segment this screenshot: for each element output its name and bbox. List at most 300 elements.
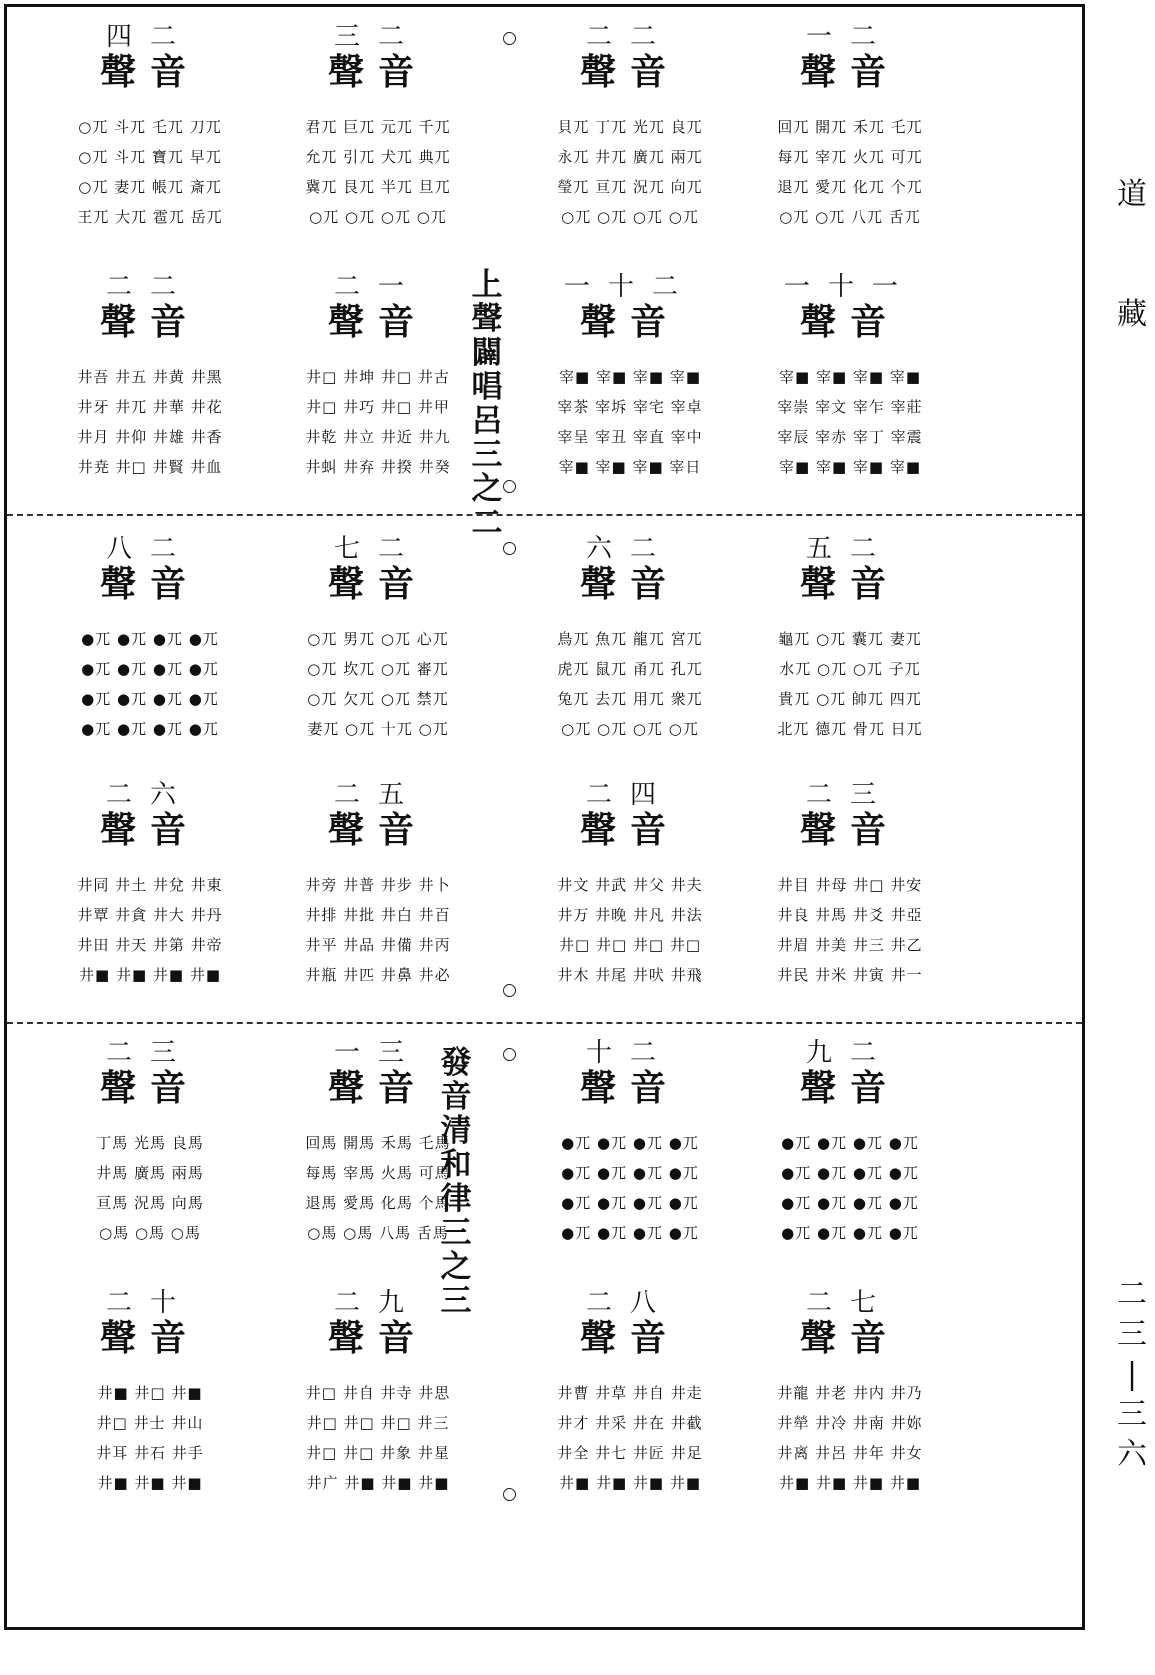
block-rows: [510, 870, 750, 990]
vertical-title-char: 呂: [471, 403, 503, 439]
block-number: 一: [783, 272, 828, 302]
vertical-title-char: 三: [440, 1215, 472, 1251]
block-title-char: 音: [378, 51, 429, 93]
block-rows: [510, 624, 750, 744]
block-number: 十: [150, 1288, 195, 1318]
sound-table-block: [730, 1288, 970, 1498]
table-row: 回兀 開兀 禾兀 乇兀: [777, 118, 923, 136]
block-title-char: 音: [850, 301, 901, 343]
block-title-char: 音: [378, 1317, 429, 1359]
block-title-char: 音: [150, 809, 201, 851]
table-row: ○兀 ○兀 ○兀 ○兀: [309, 208, 447, 226]
block-rows: [30, 1378, 270, 1498]
sound-table-block: [730, 1038, 970, 1248]
block-title: [75, 1316, 225, 1360]
block-number: 二: [630, 22, 675, 52]
block-header: [555, 534, 705, 610]
table-row: ○兀 ○兀 ○兀 ○兀: [561, 208, 699, 226]
table-row: 井■ 井■ 井■ 井■: [79, 966, 221, 984]
block-title-char: 聲: [799, 563, 850, 605]
sound-table-block: [30, 780, 270, 990]
vertical-title-char: 唱: [471, 369, 503, 405]
table-row: 退馬 愛馬 化馬 个馬: [305, 1194, 451, 1212]
block-number: 八: [105, 534, 150, 564]
block-title-char: 聲: [99, 51, 150, 93]
block-header: [775, 1288, 925, 1364]
block-header: [555, 780, 705, 856]
block-numbers: [775, 780, 925, 810]
block-number: 十二: [608, 272, 697, 302]
table-row: 永兀 井兀 廣兀 兩兀: [557, 148, 703, 166]
table-row: ○兀 斗兀 乇兀 刀兀: [78, 118, 222, 136]
block-numbers: [75, 1038, 225, 1068]
block-number: 三: [378, 1038, 423, 1068]
block-number: 二: [105, 1288, 150, 1318]
table-row: 井民 井米 井寅 井一: [777, 966, 923, 984]
vertical-title-char: 二: [471, 505, 503, 541]
table-row: ●兀 ●兀 ●兀 ●兀: [561, 1134, 699, 1152]
block-number: 一: [805, 22, 850, 52]
table-row: 井■ 井■ 井■ 井■: [559, 1474, 701, 1492]
block-header: [75, 22, 225, 98]
table-row: ○兀 男兀 ○兀 心兀: [307, 630, 449, 648]
block-title: [775, 1066, 925, 1110]
table-row: ○兀 坎兀 ○兀 審兀: [307, 660, 449, 678]
section-divider: [7, 1022, 1082, 1024]
block-title-char: 聲: [579, 1317, 630, 1359]
block-rows: [730, 362, 970, 482]
table-row: ●兀 ●兀 ●兀 ●兀: [561, 1164, 699, 1182]
block-title: [555, 808, 705, 852]
table-row: 回馬 開馬 禾馬 乇馬: [305, 1134, 451, 1152]
block-title-char: 音: [150, 563, 201, 605]
block-title-char: 音: [850, 563, 901, 605]
block-title-char: 聲: [327, 51, 378, 93]
block-title-char: 聲: [579, 51, 630, 93]
sound-table-block: [30, 1038, 270, 1248]
block-header: [775, 534, 925, 610]
block-number: 五: [378, 780, 423, 810]
block-title-char: 音: [378, 1067, 429, 1109]
block-title: [775, 562, 925, 606]
table-row: 井万 井晚 井凡 井法: [557, 906, 703, 924]
block-numbers: [555, 780, 705, 810]
block-header: [303, 534, 453, 610]
block-title: [775, 300, 925, 344]
table-row: ●兀 ●兀 ●兀 ●兀: [81, 720, 219, 738]
block-header: [303, 1288, 453, 1364]
block-title-char: 音: [630, 301, 681, 343]
block-numbers: [303, 534, 453, 564]
block-rows: [730, 112, 970, 232]
block-title-char: 音: [150, 1067, 201, 1109]
block-number: 二: [630, 534, 675, 564]
table-row: 王兀 大兀 雹兀 岳兀: [77, 208, 223, 226]
block-title: [303, 1066, 453, 1110]
table-row: 宰辰 宰赤 宰丁 宰震: [777, 428, 923, 446]
block-numbers: [75, 780, 225, 810]
block-title: [775, 50, 925, 94]
block-title: [303, 50, 453, 94]
block-title: [75, 562, 225, 606]
table-row: 井木 井尾 井吠 井飛: [557, 966, 703, 984]
vertical-title-char: 上: [471, 267, 503, 303]
block-rows: [30, 1128, 270, 1248]
block-title-char: 音: [150, 51, 201, 93]
block-header: [75, 780, 225, 856]
block-number: 二: [105, 1038, 150, 1068]
block-numbers: [303, 272, 453, 302]
block-number: 三: [150, 1038, 195, 1068]
block-numbers: [775, 1288, 925, 1318]
table-row: ○馬 ○馬 ○馬: [99, 1224, 201, 1242]
margin-char: 六: [1117, 1437, 1147, 1472]
block-number: 一: [333, 1038, 378, 1068]
table-row: 井■ 井■ 井■ 井■: [779, 1474, 921, 1492]
block-number: 二: [585, 1288, 630, 1318]
table-row: 宰■ 宰■ 宰■ 宰■: [779, 458, 921, 476]
block-header: [75, 1288, 225, 1364]
margin-char: 三: [1117, 1397, 1147, 1432]
block-title-char: 聲: [99, 563, 150, 605]
section-divider: [7, 514, 1082, 516]
block-header: [303, 1038, 453, 1114]
block-header: [555, 1038, 705, 1114]
block-numbers: [75, 534, 225, 564]
block-title-char: 聲: [799, 301, 850, 343]
block-title-char: 音: [378, 809, 429, 851]
table-row: 井目 井母 井□ 井安: [777, 876, 923, 894]
table-row: 井虯 井弃 井揆 井癸: [305, 458, 451, 476]
table-row: 井田 井天 井第 井帝: [77, 936, 223, 954]
sound-table-block: [258, 534, 498, 744]
block-numbers: [303, 1288, 453, 1318]
table-row: 井才 井采 井在 井截: [557, 1414, 703, 1432]
vertical-title-char: 律: [440, 1181, 472, 1217]
block-number: 二: [850, 22, 895, 52]
table-row: 水兀 ○兀 ○兀 子兀: [779, 660, 921, 678]
table-row: ●兀 ●兀 ●兀 ●兀: [781, 1194, 919, 1212]
table-row: 亘馬 況馬 向馬: [96, 1194, 204, 1212]
block-title-char: 聲: [799, 1067, 850, 1109]
block-number: 二: [850, 534, 895, 564]
table-row: 井乾 井立 井近 井九: [305, 428, 451, 446]
block-numbers: [775, 272, 925, 302]
block-title: [555, 562, 705, 606]
table-row: 井全 井七 井匠 井足: [557, 1444, 703, 1462]
vertical-title-char: 音: [440, 1079, 472, 1115]
table-row: 井平 井品 井備 井丙: [305, 936, 451, 954]
vertical-title-char: 三: [471, 437, 503, 473]
block-rows: [30, 362, 270, 482]
sound-table-block: [258, 1288, 498, 1498]
block-title-char: 聲: [99, 1317, 150, 1359]
block-numbers: [555, 272, 705, 302]
block-number: 二: [150, 272, 195, 302]
block-title-char: 音: [630, 51, 681, 93]
table-row: 宰■ 宰■ 宰■ 宰■: [559, 368, 701, 386]
margin-page-number: [1112, 1275, 1152, 1475]
block-title: [555, 300, 705, 344]
block-rows: [510, 1378, 750, 1498]
table-row: 每馬 宰馬 火馬 可馬: [305, 1164, 451, 1182]
block-number: 九: [378, 1288, 423, 1318]
table-row: ○兀 欠兀 ○兀 禁兀: [307, 690, 449, 708]
block-title-char: 聲: [327, 1317, 378, 1359]
block-rows: [258, 1378, 498, 1498]
table-row: ○馬 ○馬 八馬 舌馬: [307, 1224, 449, 1242]
block-title: [555, 1066, 705, 1110]
block-number: 二: [378, 22, 423, 52]
table-row: ○兀 妻兀 帳兀 斎兀: [78, 178, 222, 196]
block-header: [775, 780, 925, 856]
table-row: 鳥兀 魚兀 龍兀 宮兀: [557, 630, 703, 648]
sound-table-block: [510, 272, 750, 482]
table-row: 井瓶 井匹 井鼻 井必: [305, 966, 451, 984]
sound-table-block: [730, 22, 970, 232]
table-row: ●兀 ●兀 ●兀 ●兀: [781, 1134, 919, 1152]
block-title-char: 聲: [99, 809, 150, 851]
table-row: 井排 井批 井白 井百: [305, 906, 451, 924]
table-row: 冀兀 艮兀 半兀 旦兀: [305, 178, 451, 196]
margin-book-title: [1112, 135, 1152, 375]
table-row: 每兀 宰兀 火兀 可兀: [777, 148, 923, 166]
block-number: 十一: [828, 272, 917, 302]
table-row: ●兀 ●兀 ●兀 ●兀: [81, 690, 219, 708]
table-row: 北兀 德兀 骨兀 日兀: [777, 720, 923, 738]
block-title-char: 聲: [579, 563, 630, 605]
block-number: 二: [630, 1038, 675, 1068]
sound-table-block: [258, 1038, 498, 1251]
table-row: 井□ 井坤 井□ 井古: [306, 368, 450, 386]
block-title-char: 聲: [579, 809, 630, 851]
table-row: 瑩兀 亘兀 況兀 向兀: [557, 178, 703, 196]
block-header: [775, 272, 925, 348]
sound-table-block: [510, 22, 750, 232]
vertical-title-char: 闢: [471, 335, 503, 371]
block-numbers: [555, 1288, 705, 1318]
block-number: 六: [150, 780, 195, 810]
table-row: 龜兀 ○兀 囊兀 妻兀: [778, 630, 922, 648]
table-row: 井眉 井美 井三 井乙: [777, 936, 923, 954]
sound-table-block: [730, 780, 970, 990]
table-row: ●兀 ●兀 ●兀 ●兀: [561, 1194, 699, 1212]
margin-char: |: [1126, 1357, 1138, 1392]
table-row: 井□ 井□ 井□ 井□: [559, 936, 701, 954]
block-title: [775, 1316, 925, 1360]
block-title-char: 音: [630, 1317, 681, 1359]
table-row: 宰崇 宰文 宰乍 宰莊: [777, 398, 923, 416]
block-rows: [730, 624, 970, 744]
table-row: 貝兀 丁兀 光兀 良兀: [557, 118, 703, 136]
sound-table-block: [258, 780, 498, 990]
block-number: 七: [333, 534, 378, 564]
table-row: 井■ 井■ 井■: [97, 1474, 203, 1492]
margin-char: 三: [1117, 1317, 1147, 1352]
block-numbers: [775, 22, 925, 52]
block-header: [303, 272, 453, 348]
block-number: 四: [630, 780, 675, 810]
block-title: [555, 1316, 705, 1360]
block-title: [303, 562, 453, 606]
block-header: [555, 272, 705, 348]
block-title-char: 聲: [327, 301, 378, 343]
table-row: 丁馬 光馬 良馬: [96, 1134, 204, 1152]
block-number: 二: [585, 22, 630, 52]
block-title-char: 音: [850, 51, 901, 93]
block-header: [75, 534, 225, 610]
vertical-title-char: 三: [440, 1283, 472, 1319]
margin-char: 藏: [1117, 297, 1147, 332]
table-row: 井□ 井巧 井□ 井甲: [306, 398, 450, 416]
table-row: 井耳 井石 井手: [96, 1444, 204, 1462]
table-row: ●兀 ●兀 ●兀 ●兀: [81, 660, 219, 678]
table-row: 井尭 井□ 井賢 井血: [77, 458, 223, 476]
block-title-char: 聲: [327, 563, 378, 605]
table-row: 宰■ 宰■ 宰■ 宰■: [779, 368, 921, 386]
table-row: ○兀 ○兀 八兀 舌兀: [779, 208, 921, 226]
block-title: [75, 300, 225, 344]
sound-table-block: [30, 272, 270, 482]
table-row: 井□ 井自 井寺 井思: [305, 1384, 451, 1402]
block-rows: [258, 362, 498, 482]
block-title-char: 音: [150, 1317, 201, 1359]
block-title-char: 聲: [799, 1317, 850, 1359]
vertical-title-char: 之: [440, 1249, 472, 1285]
block-title-char: 聲: [799, 51, 850, 93]
sound-table-block: [510, 534, 750, 744]
table-row: 君兀 巨兀 元兀 千兀: [305, 118, 451, 136]
block-title-char: 聲: [799, 809, 850, 851]
table-row: 井广 井■ 井■ 井■: [306, 1474, 450, 1492]
block-title-char: 音: [630, 563, 681, 605]
block-number: 二: [850, 1038, 895, 1068]
vertical-title-char: 之: [471, 471, 503, 507]
sound-table-block: [30, 534, 270, 744]
table-row: ○兀 ○兀 ○兀 ○兀: [561, 720, 699, 738]
table-row: 井良 井馬 井爻 井亞: [777, 906, 923, 924]
table-row: 井□ 井□ 井□ 井三: [306, 1414, 450, 1432]
block-title-char: 音: [378, 301, 429, 343]
table-row: 井龍 井老 井内 井乃: [777, 1384, 923, 1402]
table-row: 井牙 井兀 井華 井花: [77, 398, 223, 416]
block-rows: [258, 1128, 498, 1251]
block-rows: [510, 362, 750, 482]
sound-table-block: [30, 1288, 270, 1498]
vertical-title-char: 聲: [471, 301, 503, 337]
table-row: 井■ 井□ 井■: [97, 1384, 203, 1402]
block-numbers: [303, 1038, 453, 1068]
table-row: 虎兀 鼠兀 甬兀 孔兀: [557, 660, 703, 678]
sound-table-block: [510, 780, 750, 990]
margin-char: 道: [1117, 177, 1147, 212]
block-rows: [30, 112, 270, 232]
block-rows: [30, 624, 270, 744]
block-number: 二: [805, 1288, 850, 1318]
block-numbers: [555, 22, 705, 52]
table-row: ○兀 斗兀 寶兀 早兀: [78, 148, 222, 166]
block-number: 十: [585, 1038, 630, 1068]
block-header: [75, 272, 225, 348]
block-title: [75, 1066, 225, 1110]
block-title: [555, 50, 705, 94]
table-row: 井曹 井草 井自 井走: [557, 1384, 703, 1402]
block-title-char: 音: [150, 301, 201, 343]
block-numbers: [303, 22, 453, 52]
table-row: 井月 井仰 井雄 井香: [77, 428, 223, 446]
table-row: 井□ 井□ 井象 井星: [306, 1444, 450, 1462]
block-header: [303, 22, 453, 98]
block-rows: [258, 624, 498, 744]
sound-table-block: [258, 272, 498, 482]
block-rows: [730, 1378, 970, 1498]
block-header: [775, 1038, 925, 1114]
table-row: 兔兀 去兀 用兀 衆兀: [557, 690, 703, 708]
block-number: 二: [333, 1288, 378, 1318]
block-number: 二: [333, 780, 378, 810]
block-title-char: 聲: [99, 301, 150, 343]
block-header: [303, 780, 453, 856]
block-rows: [730, 1128, 970, 1248]
block-numbers: [75, 22, 225, 52]
block-numbers: [555, 534, 705, 564]
block-rows: [510, 1128, 750, 1248]
block-header: [775, 22, 925, 98]
vertical-title-char: 和: [440, 1147, 472, 1183]
block-number: 九: [805, 1038, 850, 1068]
block-title: [775, 808, 925, 852]
block-number: 二: [378, 534, 423, 564]
block-title-char: 音: [850, 809, 901, 851]
table-row: 允兀 引兀 犬兀 典兀: [305, 148, 451, 166]
block-title-char: 音: [850, 1317, 901, 1359]
vertical-title-char: 清: [440, 1113, 472, 1149]
table-row: 井馬 廣馬 兩馬: [96, 1164, 204, 1182]
sound-table-block: [30, 22, 270, 232]
block-numbers: [775, 534, 925, 564]
block-number: 二: [805, 780, 850, 810]
block-title-char: 聲: [327, 1067, 378, 1109]
sound-table-block: [730, 272, 970, 482]
margin-char: 二: [1117, 1277, 1147, 1312]
block-number: 八: [630, 1288, 675, 1318]
sound-table-block: [730, 534, 970, 744]
sound-table-block: [510, 1038, 750, 1248]
block-number: 二: [105, 780, 150, 810]
block-numbers: [555, 1038, 705, 1068]
block-header: [555, 1288, 705, 1364]
block-title-char: 音: [630, 1067, 681, 1109]
block-rows: [730, 870, 970, 990]
block-title-char: 聲: [579, 1067, 630, 1109]
table-row: ●兀 ●兀 ●兀 ●兀: [561, 1224, 699, 1242]
table-row: 妻兀 ○兀 十兀 ○兀: [307, 720, 449, 738]
block-title: [303, 1316, 453, 1360]
block-number: 一: [563, 272, 608, 302]
table-row: ●兀 ●兀 ●兀 ●兀: [781, 1164, 919, 1182]
table-row: 井同 井土 井兌 井東: [77, 876, 223, 894]
table-row: 井犖 井冷 井南 井妳: [777, 1414, 923, 1432]
table-row: 井吾 井五 井黄 井黑: [77, 368, 223, 386]
block-title: [75, 808, 225, 852]
block-title: [303, 300, 453, 344]
table-row: 井离 井呂 井年 井女: [777, 1444, 923, 1462]
block-title-char: 聲: [579, 301, 630, 343]
block-number: 二: [333, 272, 378, 302]
block-numbers: [75, 272, 225, 302]
block-number: 二: [150, 22, 195, 52]
table-row: 退兀 愛兀 化兀 个兀: [777, 178, 923, 196]
